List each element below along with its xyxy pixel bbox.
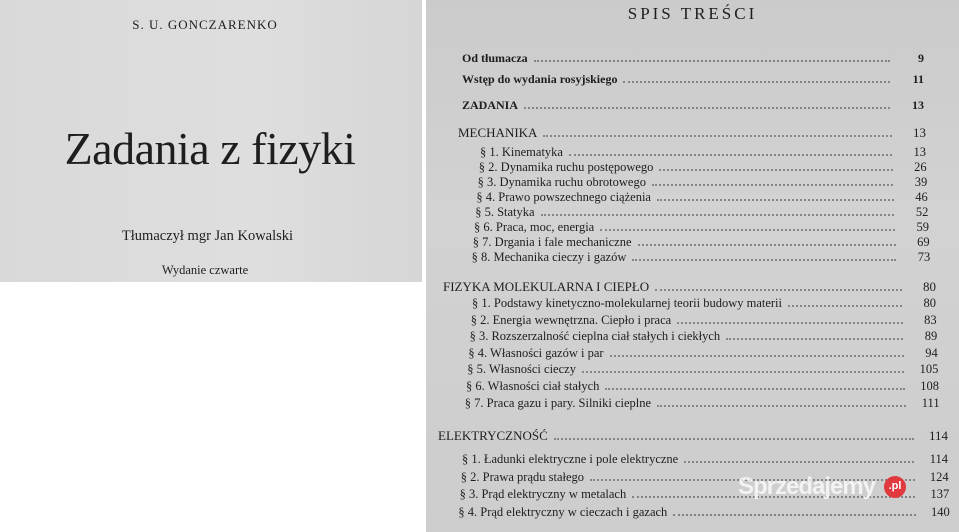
dot-leader [677, 322, 902, 324]
toc-entry [478, 175, 928, 190]
toc-entry-page: 89 [924, 329, 938, 343]
toc-entry-page: 13 [913, 125, 926, 140]
dot-leader [788, 305, 902, 307]
toc-entry [438, 428, 948, 444]
toc-entry-label: MECHANIKA [458, 125, 538, 140]
toc-entry-label: § 1. Ładunki elektryczne i pole elektryczne [462, 452, 679, 466]
toc-entry-page: 9 [918, 51, 924, 65]
toc-entry-page: 69 [917, 235, 930, 249]
toc-entry-label: § 3. Rozszerzalność cieplna ciał stałych i ciekłych [469, 329, 721, 343]
toc-entry-page: 114 [928, 428, 948, 443]
toc-entry [473, 235, 930, 250]
dot-leader [657, 199, 894, 201]
toc-entry-page: 114 [929, 452, 948, 466]
toc-entry-page: 124 [929, 470, 949, 484]
book-title: Zadania z fizyki [64, 123, 356, 174]
translator: Tłumaczył mgr Jan Kowalski [121, 228, 294, 244]
toc-entry [460, 487, 950, 502]
toc-entry-page: 13 [912, 98, 924, 112]
dot-leader [684, 461, 914, 463]
toc-entry-label: § 1. Podstawy kinetyczno-molekularnej teorii budowy materii [472, 296, 782, 310]
dot-leader [659, 169, 892, 171]
toc-entry-label: § 8. Mechanika cieczy i gazów [471, 250, 627, 264]
toc-entry [472, 250, 931, 265]
toc-entry-page: 108 [920, 379, 939, 393]
toc-entry-page: 46 [915, 190, 928, 204]
toc-entry [467, 362, 938, 377]
dot-leader [605, 388, 905, 390]
toc-entry [465, 396, 940, 411]
dot-leader [655, 289, 902, 291]
toc-entry-label: § 6. Praca, moc, energia [474, 220, 595, 234]
table-of-contents-page [426, 0, 959, 532]
toc-entry-label: § 2. Prawa prądu stałego [460, 470, 585, 484]
toc-entry [476, 190, 927, 205]
toc-entry [462, 98, 924, 113]
dot-leader [657, 405, 906, 407]
dot-leader [638, 244, 896, 246]
toc-entry-page: 137 [930, 487, 950, 501]
toc-entry-label: FIZYKA MOLEKULARNA I CIEPŁO [443, 279, 650, 294]
toc-entry [475, 205, 928, 220]
toc-entry-page: 13 [913, 145, 926, 159]
toc-entry [472, 296, 936, 311]
toc-entry-label: ELEKTRYCZNOŚĆ [438, 428, 548, 443]
author: S. U. GONCZARENKO [132, 17, 278, 32]
toc-entry-label: § 2. Energia wewnętrzna. Ciepło i praca [470, 313, 672, 327]
toc-entry-label: § 3. Prąd elektryczny w metalach [459, 487, 627, 501]
toc-entry-page: 80 [923, 279, 936, 294]
dot-leader [543, 135, 892, 137]
toc-entry [461, 470, 949, 485]
dot-leader [600, 229, 895, 231]
toc-entry-page: 26 [914, 160, 927, 174]
toc-entry-label: § 4. Prąd elektryczny w cieczach i gazach [458, 505, 668, 519]
toc-entry [462, 51, 924, 66]
toc-entry [462, 452, 948, 467]
toc-entry [462, 72, 924, 87]
toc-entry-label: Od tłumacza [462, 51, 528, 65]
toc-entry-page: 52 [915, 205, 929, 219]
toc-entry-page: 73 [917, 250, 931, 264]
toc-entry [458, 125, 926, 141]
dot-leader [632, 259, 896, 261]
toc-entry-label: § 5. Własności cieczy [467, 362, 576, 376]
dot-leader [524, 107, 890, 109]
toc-entry-label: § 7. Drgania i fale mechaniczne [472, 235, 632, 249]
toc-entry [458, 505, 949, 520]
toc-entry [443, 279, 936, 295]
toc-entry-label: § 4. Własności gazów i par [468, 346, 604, 360]
toc-entry-label: § 1. Kinematyka [480, 145, 563, 159]
toc-heading: SPIS TREŚCI [627, 4, 758, 23]
edition: Wydanie czwarte [161, 263, 249, 277]
toc-entry-page: 105 [919, 362, 939, 376]
dot-leader [652, 184, 893, 186]
toc-entry [470, 329, 938, 344]
toc-entry-page: 59 [916, 220, 929, 234]
toc-entry-page: 83 [924, 313, 937, 327]
toc-entry-label: ZADANIA [462, 98, 519, 112]
watermark-badge: .pl [884, 476, 906, 498]
dot-leader [569, 154, 892, 156]
toc-entry [474, 220, 929, 235]
toc-entry-page: 140 [931, 505, 950, 519]
toc-entry-label: § 2. Dynamika ruchu postępowego [478, 160, 654, 174]
toc-entry-label: § 6. Własności ciał stałych [466, 379, 600, 393]
dot-leader [610, 355, 904, 357]
dot-leader [541, 214, 895, 216]
dot-leader [554, 438, 914, 440]
title-page [0, 0, 422, 282]
toc-entry [479, 160, 927, 175]
toc-entry [468, 346, 937, 361]
toc-entry [471, 313, 937, 328]
toc-entry-label: § 5. Statyka [475, 205, 535, 219]
toc-entry-page: 11 [912, 72, 924, 86]
dot-leader [623, 81, 890, 83]
dot-leader [673, 514, 915, 516]
dot-leader [726, 338, 903, 340]
toc-entry-label: § 3. Dynamika ruchu obrotowego [477, 175, 646, 189]
dot-leader [534, 60, 890, 62]
dot-leader [582, 371, 904, 373]
toc-entry [466, 379, 939, 394]
toc-entry-label: § 4. Prawo powszechnego ciążenia [476, 190, 651, 204]
watermark: Sprzedajemy [738, 473, 876, 500]
toc-entry-page: 80 [923, 296, 936, 310]
toc-entry-page: 39 [914, 175, 928, 189]
toc-entry-label: § 7. Praca gazu i pary. Silniki cieplne [464, 396, 652, 410]
toc-entry [480, 145, 926, 160]
toc-entry-page: 111 [921, 396, 940, 410]
toc-entry-page: 94 [925, 346, 938, 360]
toc-entry-label: Wstęp do wydania rosyjskiego [462, 72, 618, 86]
